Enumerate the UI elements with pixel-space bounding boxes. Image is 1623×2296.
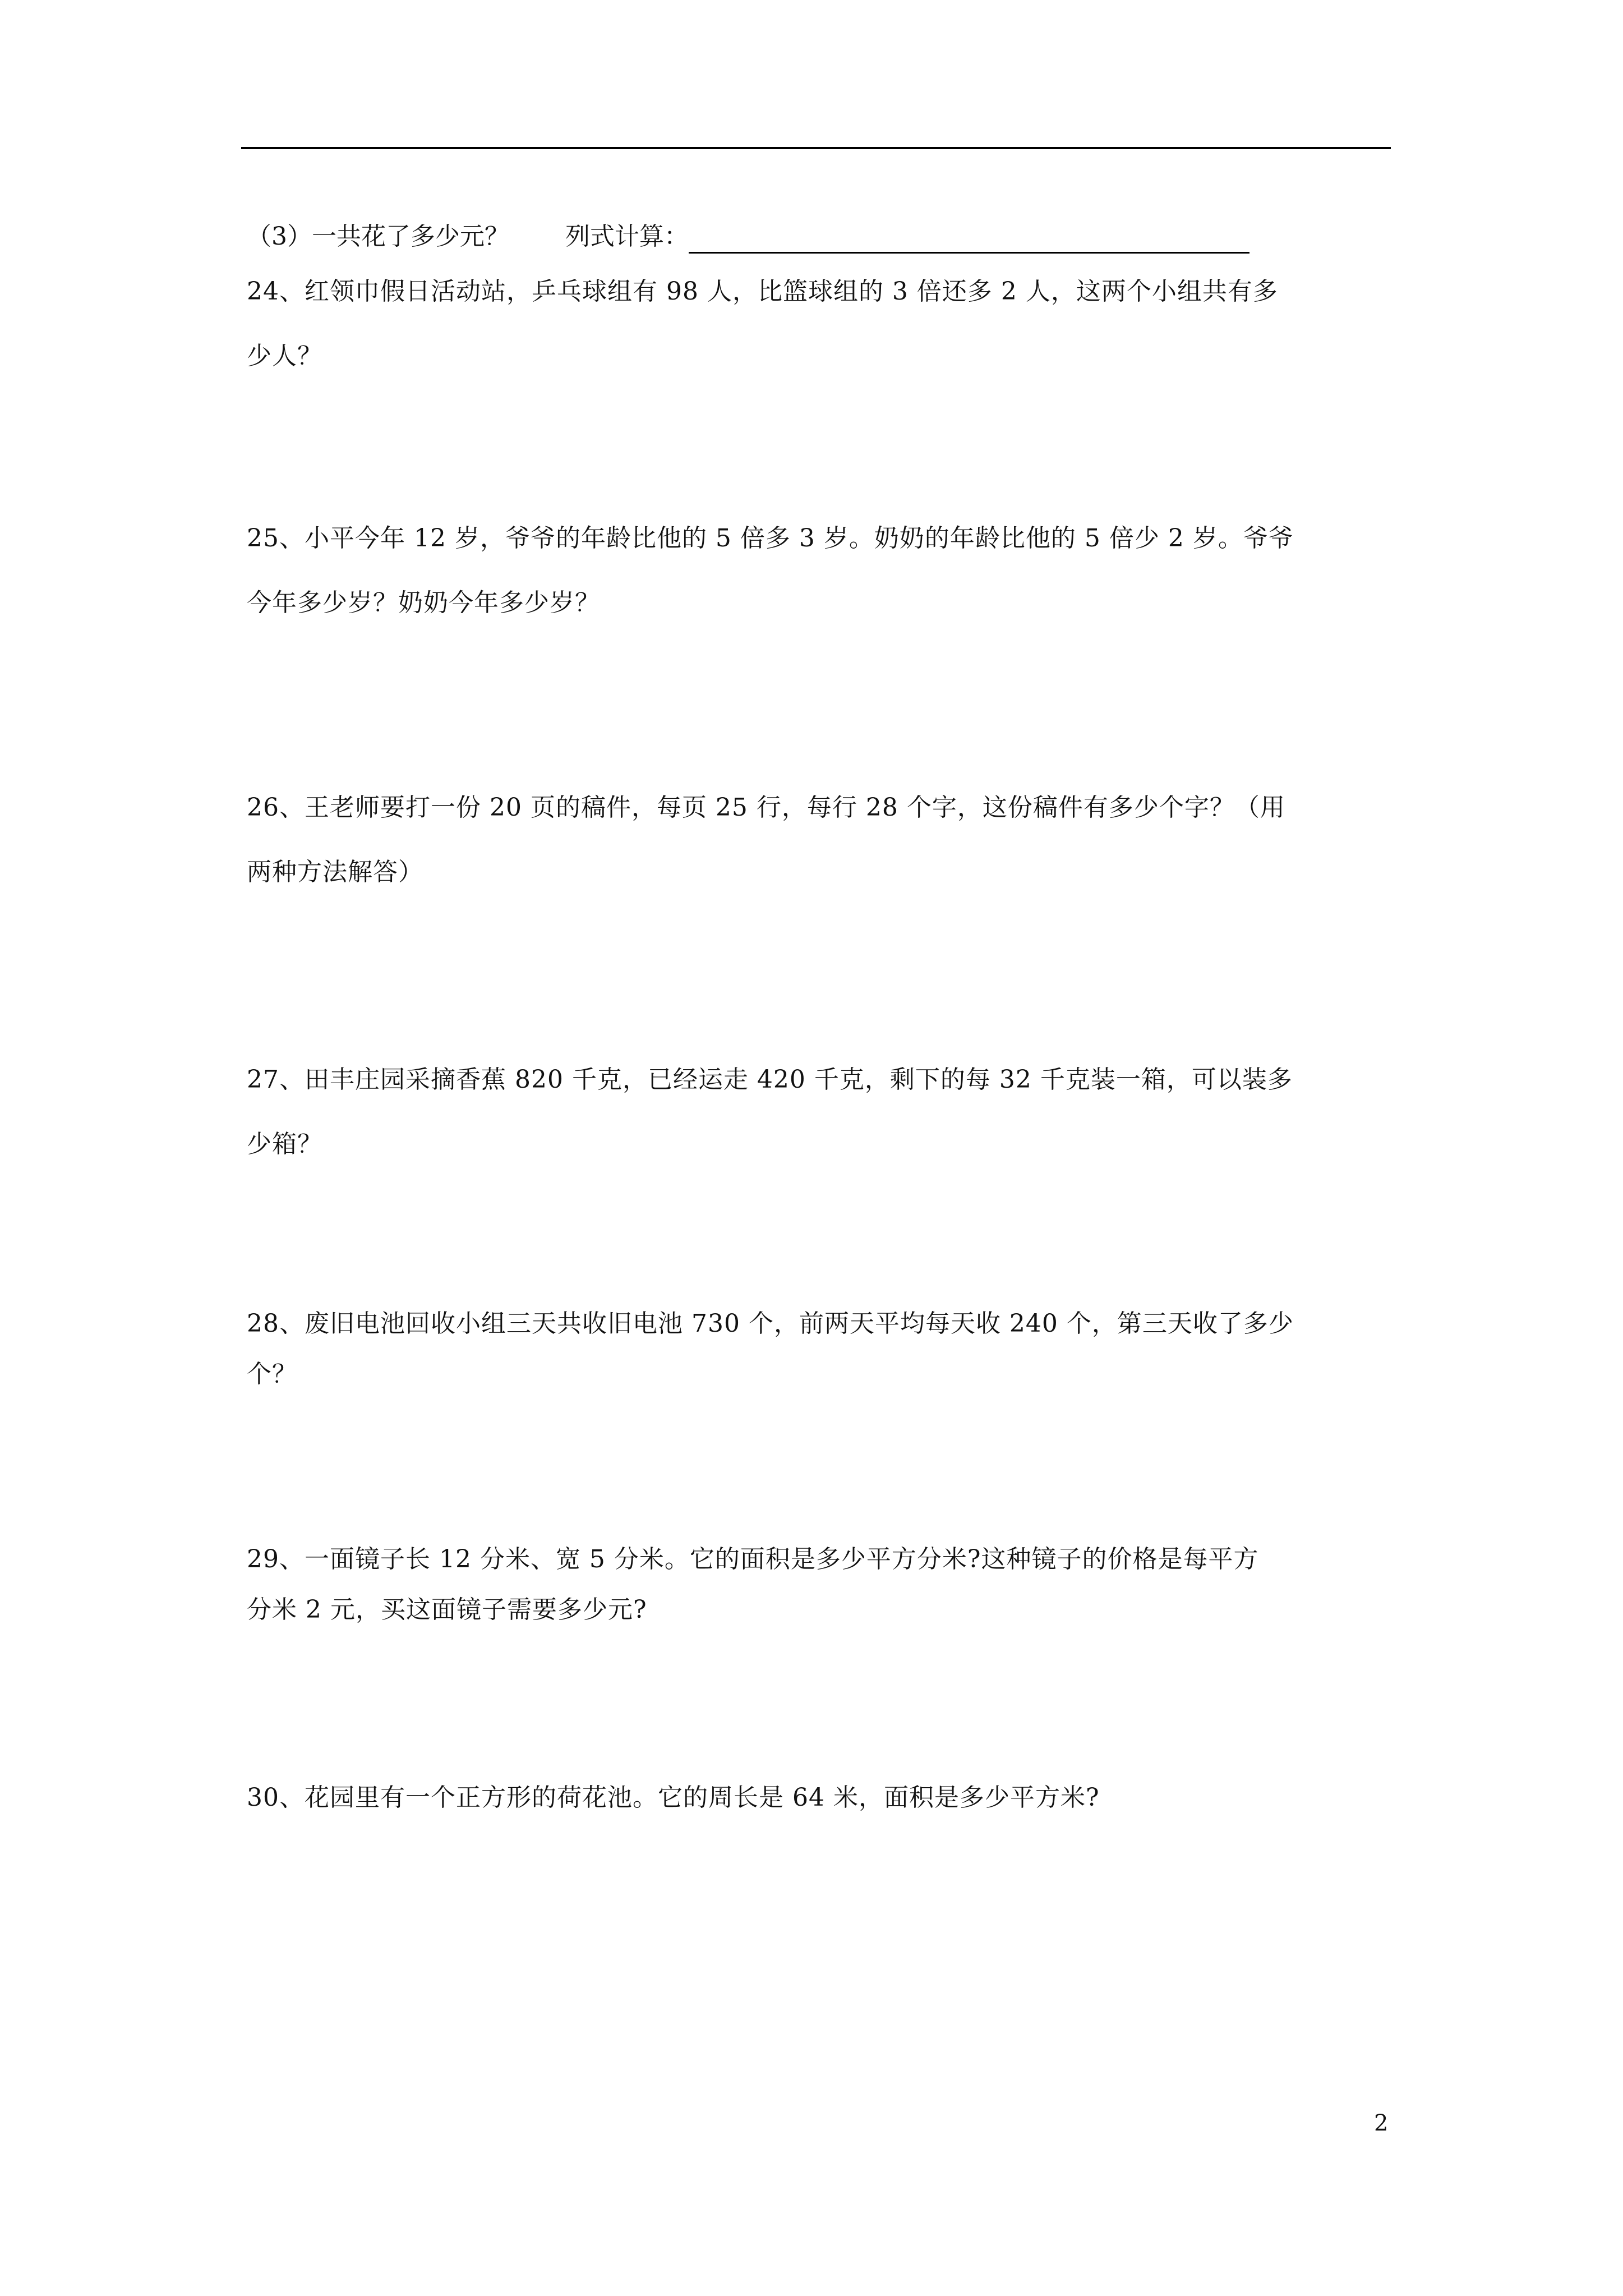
header-rule — [241, 147, 1391, 149]
sub-question-label: （3）一共花了多少元？ — [247, 222, 509, 251]
page-number: 2 — [1374, 2110, 1389, 2136]
problem-30-line-1: 30、花园里有一个正方形的荷花池。它的周长是 64 米，面积是多少平方米? — [247, 1783, 1100, 1812]
problem-28-line-2: 个？ — [247, 1360, 297, 1388]
problem-27-line-1: 27、田丰庄园采摘香蕉 820 千克，已经运走 420 千克，剩下的每 32 千克装一箱，可以装多 — [247, 1065, 1293, 1094]
problem-26-line-1: 26、王老师要打一份 20 页的稿件，每页 25 行，每行 28 个字，这份稿件有多少个字？（用 — [247, 793, 1285, 822]
problem-29-line-2: 分米 2 元，买这面镜子需要多少元? — [247, 1595, 647, 1624]
answer-blank[interactable] — [689, 223, 1249, 254]
problem-25-line-1: 25、小平今年 12 岁，爷爷的年龄比他的 5 倍多 3 岁。奶奶的年龄比他的 5 倍少 2 岁。爷爷 — [247, 524, 1294, 553]
problem-27-line-2: 少箱？ — [247, 1130, 322, 1158]
problem-24-line-1: 24、红领巾假日活动站，乒乓球组有 98 人，比篮球组的 3 倍还多 2 人，这两个小组共有多 — [247, 277, 1278, 306]
sub-question-3 — [247, 220, 1249, 254]
problem-24-line-2: 少人？ — [247, 342, 322, 370]
problem-25-line-2: 今年多少岁？奶奶今年多少岁？ — [247, 588, 600, 617]
problem-26-line-2: 两种方法解答） — [247, 858, 423, 886]
problem-28-line-1: 28、废旧电池回收小组三天共收旧电池 730 个，前两天平均每天收 240 个，第三天收了多少 — [247, 1309, 1294, 1338]
calculation-prompt: 列式计算： — [565, 222, 689, 251]
problem-29-line-1: 29、一面镜子长 12 分米、宽 5 分米。它的面积是多少平方分米?这种镜子的价格是每平方 — [247, 1545, 1259, 1573]
